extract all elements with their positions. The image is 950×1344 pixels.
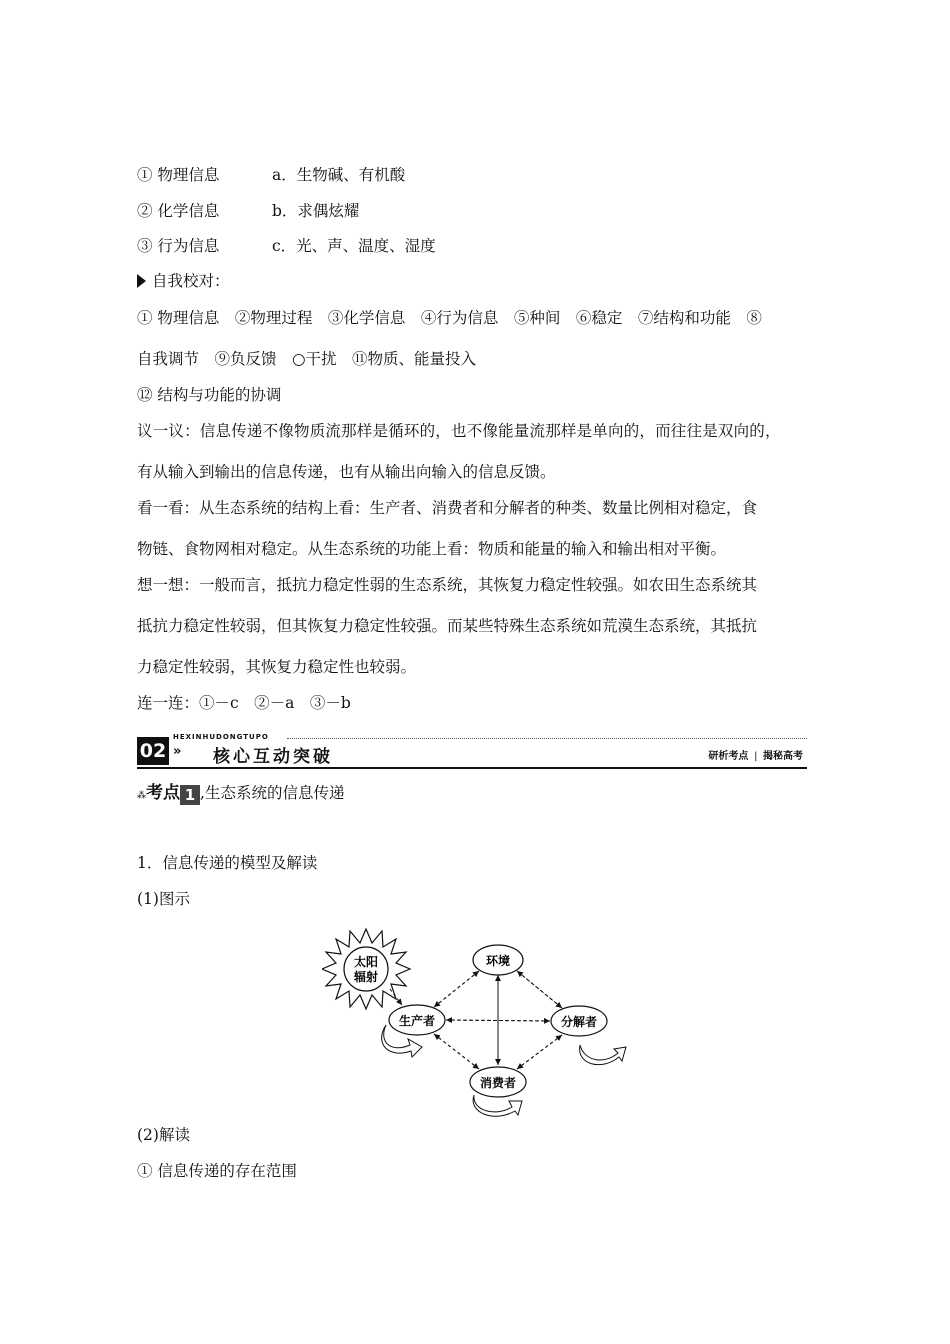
self-check-heading: [137, 269, 230, 291]
node-decomposer-label: 分解者: [560, 1015, 598, 1029]
discuss-line: 议一议：信息传递不像物质流那样是循环的，也不像能量流那样是单向的，而往往是双向的，: [137, 422, 781, 440]
sun-label-2: 辐射: [353, 970, 379, 984]
matching-left: ③ 行为信息: [137, 237, 220, 255]
heading-1: 1．信息传递的模型及解读: [137, 854, 318, 872]
triangle-bullet-icon: [137, 274, 146, 288]
self-check-line: ① 物理信息 ②物理过程 ③化学信息 ④行为信息 ⑤种间 ⑥稳定 ⑦结构和功能 ⑧: [137, 309, 762, 327]
subheading-figure: (1)图示: [137, 890, 190, 908]
look-line: 物链、食物网相对稳定。从生态系统的功能上看：物质和能量的输入和输出相对平衡。: [137, 540, 727, 558]
matching-left: ① 物理信息: [137, 166, 220, 184]
arrow-env-producer: [434, 971, 479, 1007]
node-environment-label: 环境: [485, 954, 511, 968]
subheading-interpretation: (2)解读: [137, 1126, 190, 1144]
double-chevron-icon: »: [173, 744, 182, 759]
kaodian-mark-icon: ⁂: [137, 791, 146, 801]
information-flow-diagram: [322, 925, 632, 1120]
kaodian-heading: ⁂考点 1 ,生态系统的信息传递: [137, 783, 345, 804]
matching-left: ② 化学信息: [137, 202, 220, 220]
kaodian-number: 1: [180, 785, 200, 805]
matching-right: b．求偶炫耀: [272, 202, 360, 220]
node-producer-label: 生产者: [398, 1014, 436, 1028]
self-check-line: 自我调节 ⑨负反馈 ○干扰 ⑪物质、能量投入: [137, 350, 477, 368]
node-consumer-label: 消费者: [479, 1076, 517, 1090]
section-pinyin: HEXINHUDONGTUPO: [173, 733, 269, 741]
self-check-line: ⑫ 结构与功能的协调: [137, 386, 282, 404]
connect-answer: 连一连：①－c ②－a ③－b: [137, 694, 351, 712]
tagline-b: 揭秘高考: [763, 751, 803, 762]
sun-icon: [322, 929, 410, 1009]
arrow-decomposer-env: [517, 971, 562, 1008]
section-tagline: 研析考点 | 揭秘高考: [708, 751, 803, 762]
arrow-consumer-producer: [434, 1034, 479, 1069]
dotted-divider: [287, 738, 807, 739]
section-title: 核心互动突破: [213, 747, 333, 767]
discuss-line: 有从输入到输出的信息传递，也有从输出向输入的信息反馈。: [137, 463, 556, 481]
matching-right: a．生物碱、有机酸: [272, 166, 406, 184]
think-line: 想一想：一般而言，抵抗力稳定性弱的生态系统，其恢复力稳定性较强。如农田生态系统其: [137, 576, 758, 594]
kaodian-prefix: 考点: [146, 783, 180, 803]
self-check-label: 自我校对：: [152, 272, 230, 290]
tagline-a: 研析考点: [708, 751, 749, 762]
point-1: ① 信息传递的存在范围: [137, 1162, 297, 1180]
section-number: 02: [137, 737, 169, 765]
kaodian-title: 生态系统的信息传递: [204, 784, 345, 802]
decomposer-self-loop-icon: [580, 1045, 626, 1065]
consumer-self-loop-icon: [473, 1095, 522, 1116]
look-line: 看一看：从生态系统的结构上看：生产者、消费者和分解者的种类、数量比例相对稳定，食: [137, 499, 758, 517]
matching-right: c．光、声、温度、湿度: [272, 237, 436, 255]
banner-underline: [137, 767, 807, 769]
section-banner: [137, 733, 807, 769]
think-line: 力稳定性较弱，其恢复力稳定性也较弱。: [137, 658, 417, 676]
sun-label-1: 太阳: [353, 955, 379, 969]
think-line: 抵抗力稳定性较弱，但其恢复力稳定性较强。而某些特殊生态系统如荒漠生态系统，其抵抗: [137, 617, 758, 635]
